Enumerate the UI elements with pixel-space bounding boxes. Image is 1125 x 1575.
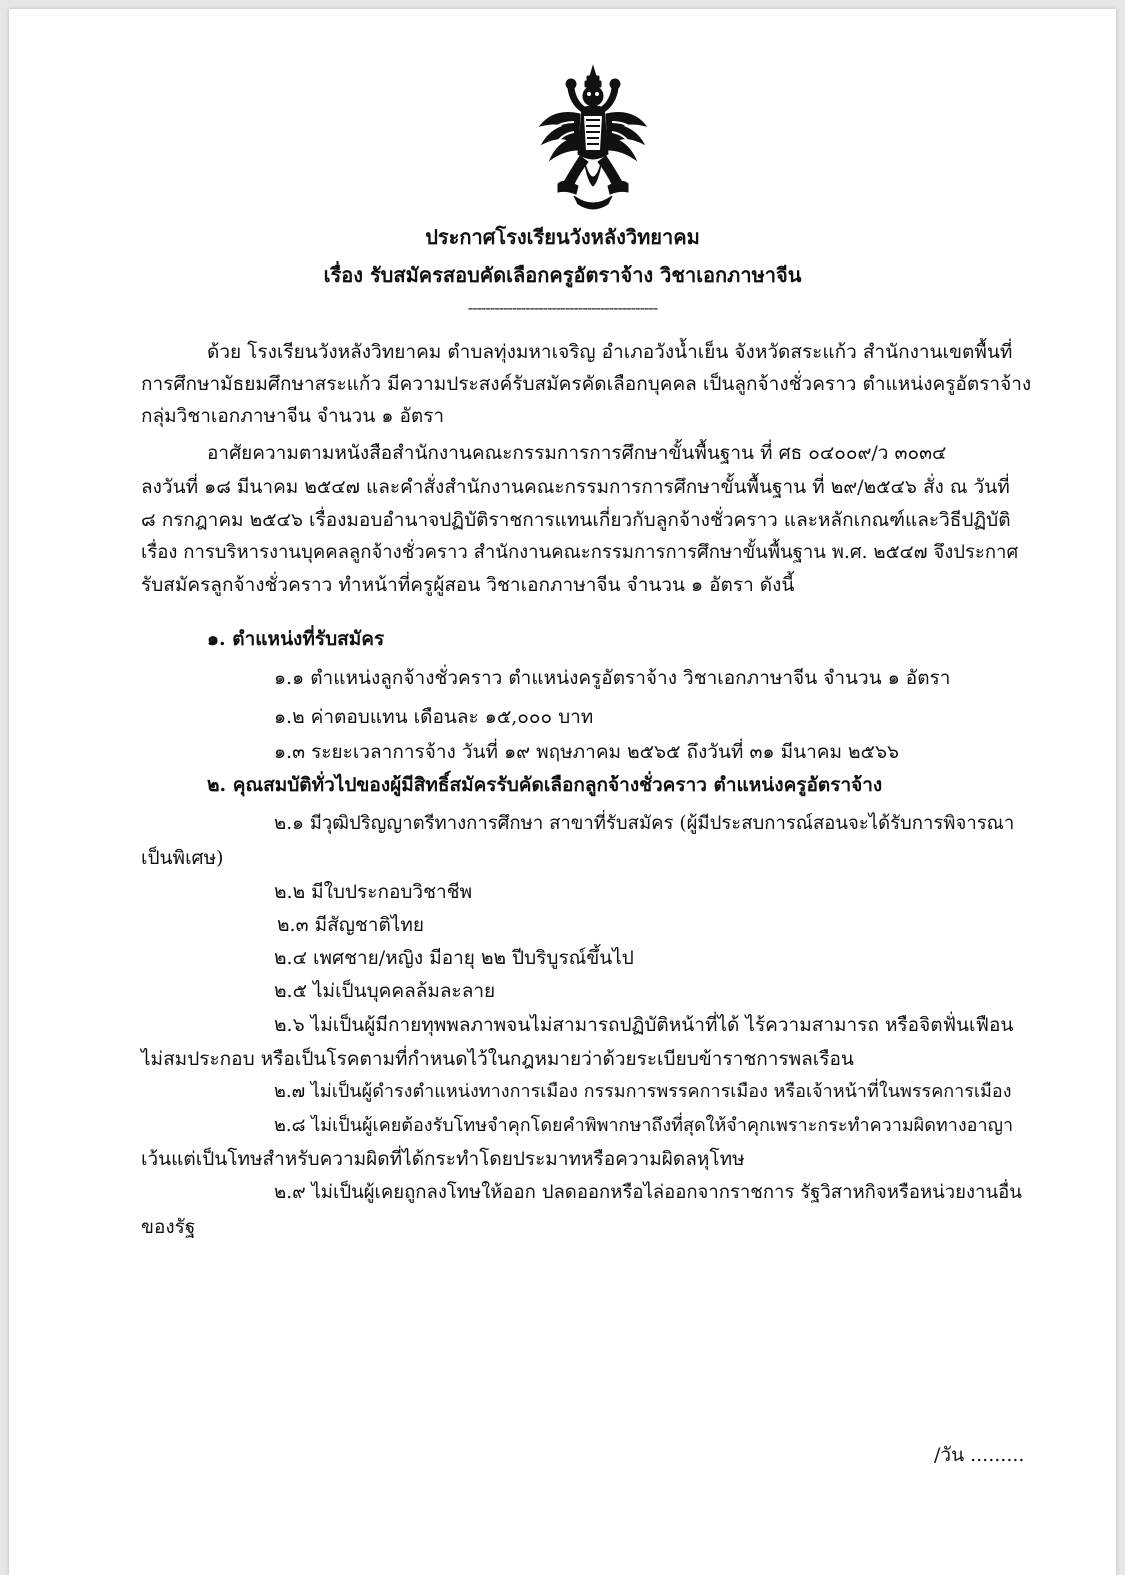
intro-paragraph-2-line-3: ๘ กรกฎาคม ๒๕๔๖ เรื่องมอบอำนาจปฏิบัติราชการแทนเกี่ยวกับลูกจ้างชั่วคราว และหลักเกณฑ์และวิธีปฏิบัติ	[141, 509, 1011, 531]
intro-paragraph-2-line-5: รับสมัครลูกจ้างชั่วคราว ทำหน้าที่ครูผู้สอน วิชาเอกภาษาจีน จำนวน ๑ อัตรา ดังนี้	[141, 574, 795, 596]
section-2-item-7: ๒.๗ ไม่เป็นผู้ดำรงตำแหน่งทางการเมือง กรรมการพรรคการเมือง หรือเจ้าหน้าที่ในพรรคการเมือง	[274, 1081, 1012, 1102]
garuda-emblem-icon	[534, 64, 652, 214]
section-2-item-9-line-1: ๒.๙ ไม่เป็นผู้เคยถูกลงโทษให้ออก ปลดออกหรือไล่ออกจากราชการ รัฐวิสาหกิจหรือหน่วยงานอื่น	[274, 1182, 1022, 1203]
section-2-item-1-line-1: ๒.๑ มีวุฒิปริญญาตรีทางการศึกษา สาขาที่รับสมัคร (ผู้มีประสบการณ์สอนจะได้รับการพิจารณา	[274, 813, 1015, 834]
section-1-item-2: ๑.๒ ค่าตอบแทน เดือนละ ๑๕,๐๐๐ บาท	[274, 706, 594, 728]
section-1-heading: ๑. ตำแหน่งที่รับสมัคร	[207, 628, 385, 650]
section-1-item-3: ๑.๓ ระยะเวลาการจ้าง วันที่ ๑๙ พฤษภาคม ๒๕๖๕ ถึงวันที่ ๓๑ มีนาคม ๒๕๖๖	[274, 741, 900, 763]
section-2-item-2: ๒.๒ มีใบประกอบวิชาชีพ	[274, 881, 473, 903]
intro-paragraph-2-line-4: เรื่อง การบริหารงานบุคคลลูกจ้างชั่วคราว สำนักงานคณะกรรมการการศึกษาขั้นพื้นฐาน พ.ศ. ๒๕๔๗ จึงประกาศ	[141, 542, 1019, 563]
announcement-subject: เรื่อง รับสมัครสอบคัดเลือกครูอัตราจ้าง วิชาเอกภาษาจีน	[323, 263, 802, 287]
intro-paragraph-1-line-2: การศึกษามัธยมศึกษาสระแก้ว มีความประสงค์รับสมัครคัดเลือกบุคคล เป็นลูกจ้างชั่วคราว ตำแหน่งครูอัตราจ้าง	[141, 373, 1032, 395]
section-2-item-6-line-2: ไม่สมประกอบ หรือเป็นโรคตามที่กำหนดไว้ในกฎหมายว่าด้วยระเบียบข้าราชการพลเรือน	[141, 1048, 854, 1070]
document-page	[9, 9, 1116, 1575]
section-2-item-5: ๒.๕ ไม่เป็นบุคคลล้มละลาย	[274, 980, 496, 1002]
announcement-title: ประกาศโรงเรียนวังหลังวิทยาคม	[425, 225, 700, 249]
section-2-item-1-line-2: เป็นพิเศษ)	[141, 847, 224, 869]
section-2-item-4: ๒.๔ เพศชาย/หญิง มีอายุ ๒๒ ปีบริบูรณ์ขึ้นไป	[274, 947, 634, 969]
intro-paragraph-1-line-3: กลุ่มวิชาเอกภาษาจีน จำนวน ๑ อัตรา	[141, 405, 445, 427]
intro-paragraph-1-line-1: ด้วย โรงเรียนวังหลังวิทยาคม ตำบลทุ่งมหาเจริญ อำเภอวังน้ำเย็น จังหวัดสระแก้ว สำนักงานเขตพื้นที่	[207, 341, 1013, 363]
section-2-item-3: ๒.๓ มีสัญชาติไทย	[277, 914, 425, 936]
section-2-item-9-line-2: ของรัฐ	[141, 1216, 196, 1238]
intro-paragraph-2-line-1: อาศัยความตามหนังสือสำนักงานคณะกรรมการการศึกษาขั้นพื้นฐาน ที่ ศธ ๐๔๐๐๙/ว ๓๐๓๔	[207, 442, 947, 464]
section-2-item-8-line-2: เว้นแต่เป็นโทษสำหรับความผิดที่ได้กระทำโดยประมาทหรือความผิดลหุโทษ	[141, 1148, 745, 1170]
section-1-item-1: ๑.๑ ตำแหน่งลูกจ้างชั่วคราว ตำแหน่งครูอัตราจ้าง วิชาเอกภาษาจีน จำนวน ๑ อัตรา	[274, 667, 951, 689]
section-2-item-6-line-1: ๒.๖ ไม่เป็นผู้มีกายทุพพลภาพจนไม่สามารถปฏิบัติหน้าที่ได้ ไร้ความสามารถ หรือจิตฟั่นเฟือน	[274, 1014, 1014, 1036]
intro-paragraph-2-line-2: ลงวันที่ ๑๘ มีนาคม ๒๕๔๗ และคำสั่งสำนักงานคณะกรรมการการศึกษาขั้นพื้นฐาน ที่ ๒๙/๒๕๔๖ สั่ง ณ วันที่	[141, 476, 1010, 498]
section-2-heading: ๒. คุณสมบัติทั่วไปของผู้มีสิทธิ์สมัครรับคัดเลือกลูกจ้างชั่วคราว ตำแหน่งครูอัตราจ้าง	[207, 774, 883, 796]
continuation-marker: /วัน .........	[934, 1444, 1025, 1466]
title-divider: -------------------------------------------	[467, 298, 658, 317]
section-2-item-8-line-1: ๒.๘ ไม่เป็นผู้เคยต้องรับโทษจำคุกโดยคำพิพากษาถึงที่สุดให้จำคุกเพราะกระทำความผิดทางอาญา	[274, 1115, 1014, 1136]
